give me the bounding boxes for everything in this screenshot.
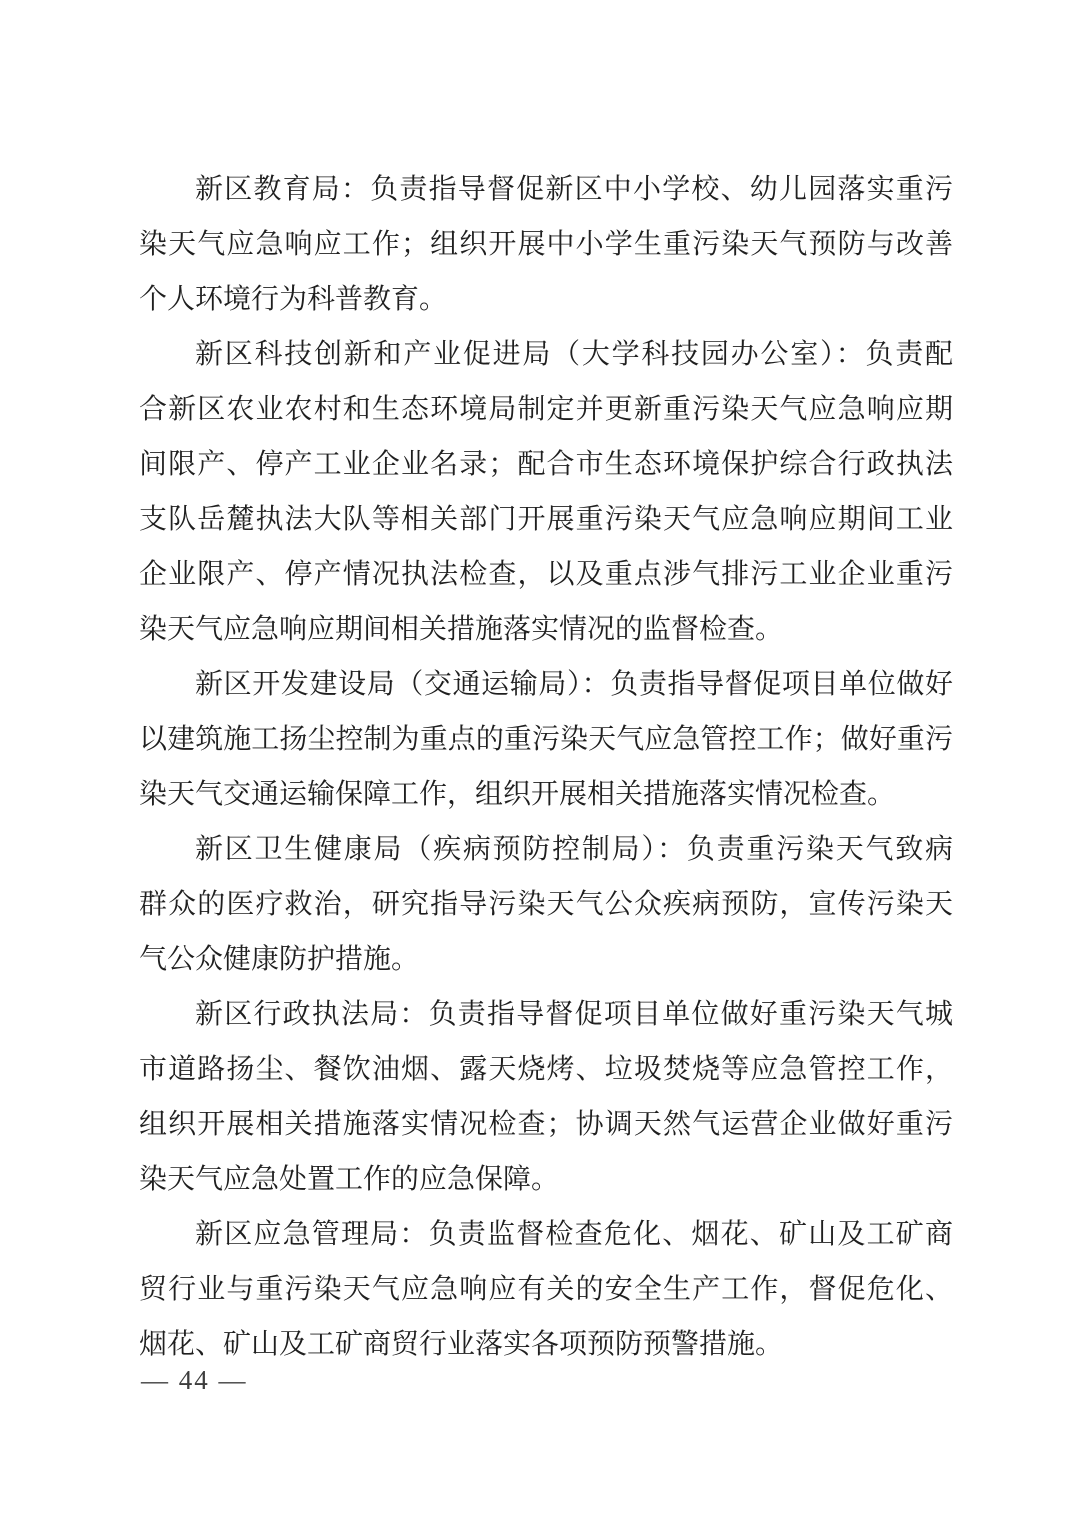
text-line: 市道路扬尘、餐饮油烟、露天烧烤、垃圾焚烧等应急管控工作， bbox=[139, 1054, 953, 1085]
paragraph-emergency-management-bureau bbox=[139, 1207, 953, 1372]
text-line: 贸行业与重污染天气应急响应有关的安全生产工作，督促危化、 bbox=[139, 1274, 953, 1305]
text-line: 染天气应急处置工作的应急保障。 bbox=[139, 1164, 560, 1195]
text-line: 组织开展相关措施落实情况检查；协调天然气运营企业做好重污 bbox=[139, 1109, 953, 1140]
text-line: 新区科技创新和产业促进局（大学科技园办公室）：负责配 bbox=[195, 339, 953, 370]
document-body bbox=[139, 162, 953, 1372]
page-number: — 44 — bbox=[141, 1365, 248, 1395]
text-line: 染天气应急响应期间相关措施落实情况的监督检查。 bbox=[139, 614, 784, 645]
text-line: 间限产、停产工业企业名录；配合市生态环境保护综合行政执法 bbox=[139, 449, 953, 480]
text-line: 新区卫生健康局（疾病预防控制局）：负责重污染天气致病 bbox=[195, 834, 953, 865]
text-line: 新区教育局：负责指导督促新区中小学校、幼儿园落实重污 bbox=[195, 174, 953, 205]
text-line: 群众的医疗救治，研究指导污染天气公众疾病预防，宣传污染天 bbox=[139, 889, 953, 920]
paragraph-education-bureau bbox=[139, 162, 953, 327]
text-line: 染天气应急响应工作；组织开展中小学生重污染天气预防与改善 bbox=[139, 229, 953, 260]
text-line: 新区应急管理局：负责监督检查危化、烟花、矿山及工矿商 bbox=[195, 1219, 953, 1250]
text-line: 气公众健康防护措施。 bbox=[139, 944, 420, 975]
paragraph-sci-tech-industry-bureau bbox=[139, 327, 953, 657]
text-line: 企业限产、停产情况执法检查，以及重点涉气排污工业企业重污 bbox=[139, 559, 953, 590]
text-line: 个人环境行为科普教育。 bbox=[139, 284, 448, 315]
text-line: 合新区农业农村和生态环境局制定并更新重污染天气应急响应期 bbox=[139, 394, 953, 425]
text-line: 新区开发建设局（交通运输局）：负责指导督促项目单位做好 bbox=[195, 669, 953, 700]
text-line: 染天气交通运输保障工作，组织开展相关措施落实情况检查。 bbox=[139, 779, 896, 810]
paragraph-admin-enforcement-bureau bbox=[139, 987, 953, 1207]
text-line: 以建筑施工扬尘控制为重点的重污染天气应急管控工作；做好重污 bbox=[139, 724, 953, 755]
text-line: 支队岳麓执法大队等相关部门开展重污染天气应急响应期间工业 bbox=[139, 504, 953, 535]
text-line: 烟花、矿山及工矿商贸行业落实各项预防预警措施。 bbox=[139, 1329, 784, 1360]
text-line: 新区行政执法局：负责指导督促项目单位做好重污染天气城 bbox=[195, 999, 953, 1030]
paragraph-health-bureau bbox=[139, 822, 953, 987]
paragraph-development-construction-bureau bbox=[139, 657, 953, 822]
